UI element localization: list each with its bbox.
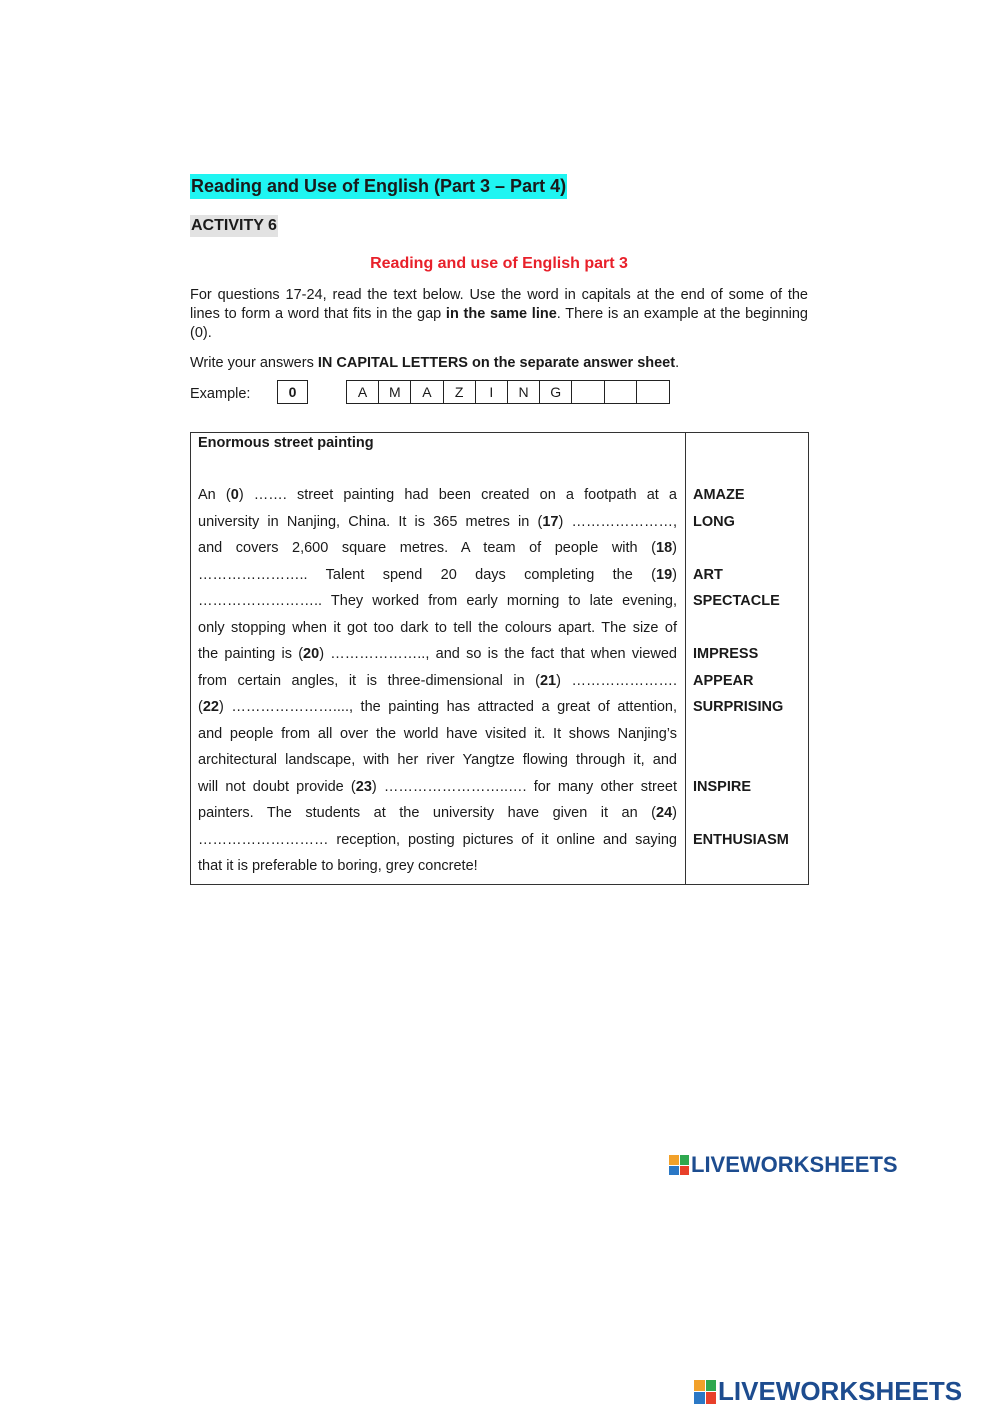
- passage-line: An (0) ……. street painting had been created on a footpath at a: [198, 487, 677, 503]
- answer-letter-cell: M: [379, 381, 411, 403]
- answer-letter-cell: A: [411, 381, 443, 403]
- passage-line: ……………………… reception, posting pictures of it online and saying: [198, 831, 677, 848]
- stem-word: SPECTACLE: [693, 593, 780, 609]
- passage-line: …………………….. They worked from early morning to late evening,: [198, 593, 677, 609]
- section-subtitle: Reading and use of English part 3: [370, 255, 628, 272]
- stem-word: INSPIRE: [693, 778, 752, 795]
- answer-letter-cell: A: [347, 381, 379, 403]
- logo-grid-icon: [694, 1380, 716, 1404]
- passage-title: Enormous street painting: [198, 435, 374, 451]
- passage-line: will not doubt provide (23) ……………………..…. for many other street: [198, 778, 678, 795]
- passage-line: and people from all over the world have visited it. It shows Nanjing’s: [198, 725, 677, 742]
- stem-word: APPEAR: [693, 672, 754, 689]
- example-label: Example:: [190, 386, 251, 402]
- answer-letter-cell: [572, 381, 604, 403]
- keyword-column-divider: [685, 432, 686, 885]
- answer-letter-cell: Z: [444, 381, 476, 403]
- stem-word: LONG: [693, 513, 735, 530]
- answer-letter-cell: [637, 381, 669, 403]
- stem-word: AMAZE: [693, 487, 745, 503]
- example-number-box: 0: [277, 380, 308, 404]
- logo-grid-icon: [669, 1155, 689, 1175]
- gap-number: 23: [355, 778, 372, 795]
- gap-number: 0: [230, 487, 239, 503]
- answer-letter-cell: N: [508, 381, 540, 403]
- liveworksheets-footer-logo: LIVEWORKSHEETS: [694, 1376, 962, 1407]
- stem-word: ART: [693, 566, 723, 583]
- answer-letter-cell: I: [476, 381, 508, 403]
- activity-label: ACTIVITY 6: [190, 215, 278, 237]
- passage-line: that it is preferable to boring, grey concrete!: [198, 858, 478, 874]
- gap-number: 19: [656, 566, 673, 583]
- stem-word: ENTHUSIASM: [693, 831, 789, 848]
- write-answers-instruction: Write your answers IN CAPITAL LETTERS on the separate answer sheet.: [190, 355, 680, 371]
- gap-number: 20: [303, 646, 320, 662]
- passage-line: architectural landscape, with her river Yangtze flowing through it, and: [198, 752, 677, 768]
- passage-line: painters. The students at the university have given it an (24): [198, 805, 677, 821]
- gap-number: 17: [542, 513, 559, 530]
- instructions-paragraph: For questions 17-24, read the text below. Use the word in capitals at the end of some of the lines to form a word that fits in the gap in the same line. There is an example at the beginning (0).: [190, 287, 808, 341]
- example-answer-grid: [346, 380, 670, 404]
- answer-letter-cell: [605, 381, 637, 403]
- worksheet-title: Reading and Use of English (Part 3 – Part 4): [190, 174, 567, 199]
- gap-number: 18: [656, 540, 673, 556]
- gap-number: 22: [202, 699, 219, 715]
- answer-letter-cell: G: [540, 381, 572, 403]
- passage-line: from certain angles, it is three-dimensional in (21) ………………….: [198, 672, 677, 689]
- passage-line: and covers 2,600 square metres. A team of people with (18): [198, 540, 677, 556]
- passage-line: only stopping when it got too dark to tell the colours apart. The size of: [198, 619, 677, 636]
- passage-line: university in Nanjing, China. It is 365 metres in (17) …………………,: [198, 513, 677, 530]
- passage-line: (22) …………………...., the painting has attracted a great of attention,: [198, 699, 677, 715]
- liveworksheets-logo: LIVEWORKSHEETS: [669, 1152, 898, 1178]
- stem-word: IMPRESS: [693, 646, 759, 662]
- stem-word: SURPRISING: [693, 699, 784, 715]
- gap-number: 21: [539, 672, 557, 689]
- passage-line: the painting is (20) ……………….., and so is the fact that when viewed: [198, 646, 677, 662]
- passage-line: ………………….. Talent spend 20 days completing the (19): [198, 566, 677, 583]
- gap-number: 24: [656, 805, 673, 821]
